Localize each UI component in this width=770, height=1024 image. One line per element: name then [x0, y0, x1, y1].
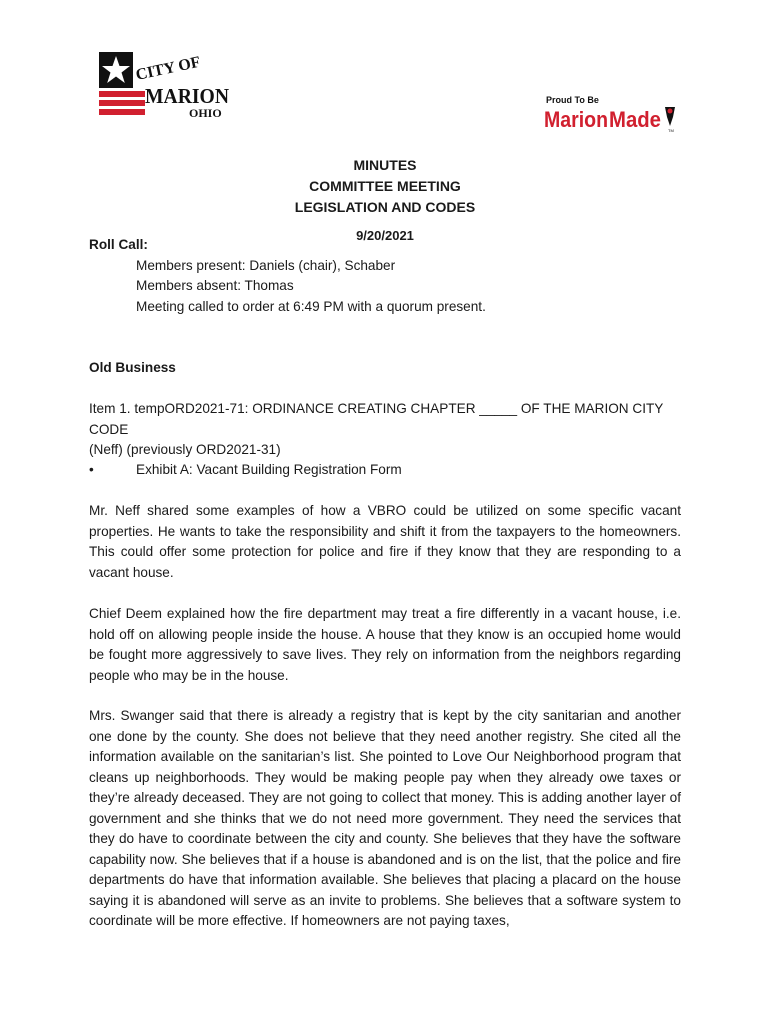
bullet-icon: •: [89, 462, 94, 477]
item-1-line-1: Item 1. tempORD2021-71: ORDINANCE CREATING CHAPTER _____ OF THE MARION CITY CODE: [89, 401, 664, 437]
logo-trademark: TM: [668, 128, 674, 133]
logo-tagline: Proud To Be: [546, 95, 599, 105]
logo-stripe-1: [99, 91, 145, 97]
pin-dot-icon: [668, 109, 673, 114]
logo-stripe-2: [99, 100, 145, 106]
logo-brand-made: Made: [609, 107, 661, 132]
logo-city-of: CITY OF: [134, 53, 203, 84]
document-header: [0, 155, 770, 245]
members-present: Members present: Daniels (chair), Schaber: [136, 257, 396, 273]
paragraph-neff: Mr. Neff shared some examples of how a VBRO could be utilized on some specific vacant properties. He wants to take the responsibility and shift it from the taxpayers to the homeowners. This could offer some protection for police and fire if they know that they are responding to a vacant house.: [89, 503, 681, 580]
logo-stripe-3: [99, 109, 145, 115]
roll-call-section: [89, 235, 681, 317]
city-of-marion-logo: [97, 48, 232, 120]
meeting-date: 9/20/2021: [356, 228, 414, 243]
exhibit-a: Exhibit A: Vacant Building Registration Form: [136, 462, 402, 477]
members-absent: Members absent: Thomas: [136, 278, 294, 293]
logo-ohio: OHIO: [189, 106, 222, 120]
committee-name: LEGISLATION AND CODES: [294, 199, 476, 215]
doc-title: MINUTES: [353, 157, 417, 173]
logo-brand-marion: Marion: [544, 107, 608, 132]
doc-subtitle: COMMITTEE MEETING: [309, 178, 461, 194]
paragraph-deem: Chief Deem explained how the fire department may treat a fire differently in a vacant house, i.e. hold off on allowing people inside the house. A house that they know is an occupied home would be fought more aggressively to save lives. They rely on information from the neighbors regarding people who may be in the house.: [89, 606, 681, 683]
item-1-line-2: (Neff) (previously ORD2021-31): [89, 442, 281, 457]
roll-call-heading: Roll Call:: [89, 237, 148, 252]
marion-made-logo: [544, 93, 678, 133]
old-business-heading: Old Business: [89, 360, 176, 375]
logo-marion: MARION: [145, 84, 229, 108]
agenda-item-1: [89, 399, 681, 461]
call-to-order: Meeting called to order at 6:49 PM with a quorum present.: [136, 298, 486, 314]
paragraph-swanger: Mrs. Swanger said that there is already a registry that is kept by the city sanitarian and another one done by the county. She does not believe that they need another registry. She cited all the information available on the sanitarian’s list. She pointed to Love Our Neighborhood program that cleans up neighborhoods. They would be making people pay when they already owe taxes or they’re already deceased. They are not going to collect that money. This is adding another layer of government and she thinks that we do not need more government. They need the services that they do have to coordinate between the city and county. She believes that they have the software capability now. She believes that if a house is abandoned and is on the list, that the police and fire departments do have that information available. She believes that placing a placard on the house saying it is abandoned will serve as an invite to problems. She believes that a software system to coordinate will be more effective. If homeowners are not paying taxes,: [89, 708, 681, 928]
